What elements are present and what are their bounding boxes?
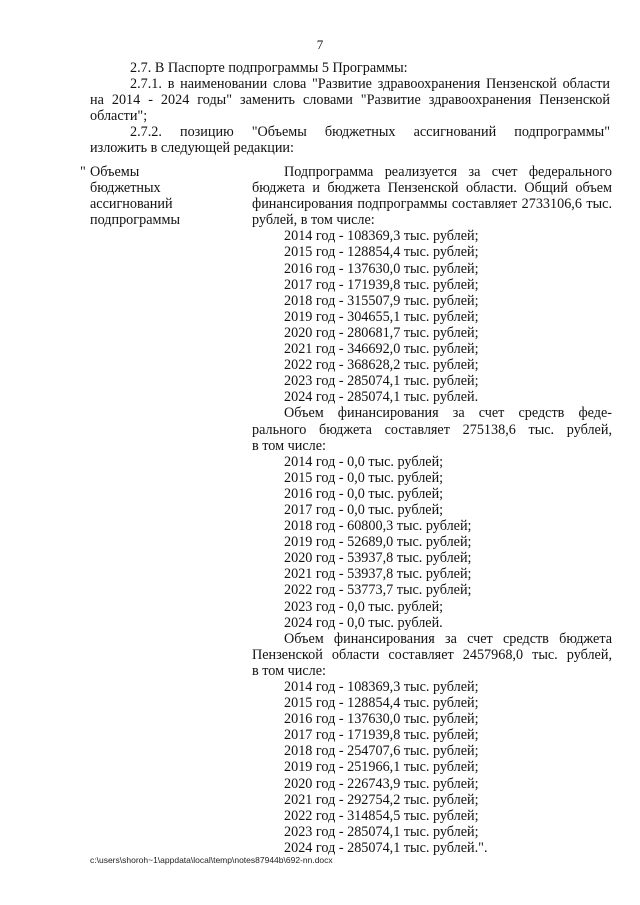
list-item: 2021 год - 292754,2 тыс. рублей;: [284, 791, 479, 808]
list-item: 2018 год - 315507,9 тыс. рублей;: [284, 292, 479, 309]
list-item: 2019 год - 304655,1 тыс. рублей;: [284, 308, 479, 325]
list-item: 2015 год - 128854,4 тыс. рублей;: [284, 244, 479, 261]
list-item: 2016 год - 0,0 тыс. рублей;: [284, 485, 444, 502]
list-item: 2024 год - 0,0 тыс. рублей.: [284, 614, 443, 631]
list-item: 2022 год - 368628,2 тыс. рублей;: [284, 357, 479, 374]
list-item: 2019 год - 52689,0 тыс. рублей;: [284, 534, 472, 551]
label-line: Объемы: [90, 164, 140, 180]
federal-financing-line: рального бюджета составляет 275138,6 тыс. рублей,: [252, 421, 612, 438]
regional-financing-line: Пензенской области составляет 2457968,0 тыс. рублей,: [252, 646, 612, 663]
total-financing-paragraph: Подпрограмма реализуется за счет федерального бюджета и бюджета Пензенской области. Общий объем финансирования подпрограммы составляет 2733106,6 тыс. рублей, в том числе:: [252, 164, 612, 229]
list-item: 2015 год - 0,0 тыс. рублей;: [284, 469, 444, 486]
list-item: 2021 год - 53937,8 тыс. рублей;: [284, 566, 472, 583]
label-line: бюджетных: [90, 180, 161, 197]
intro-paragraph-2-7-1: 2.7.1. в наименовании слова "Развитие здравоохранения Пензенской области на 2014 - 2024 годы" заменить словами "Развитие здравоохранения Пензенской области";: [90, 76, 610, 125]
position-value-cell: [252, 164, 612, 856]
list-item: 2023 год - 285074,1 тыс. рублей;: [284, 373, 479, 390]
list-item: 2022 год - 53773,7 тыс. рублей;: [284, 582, 472, 599]
intro-paragraph-2-7: 2.7. В Паспорте подпрограммы 5 Программы:: [130, 60, 408, 76]
list-item: 2014 год - 0,0 тыс. рублей;: [284, 453, 444, 470]
list-item: 2021 год - 346692,0 тыс. рублей;: [284, 341, 479, 358]
list-item: 2020 год - 53937,8 тыс. рублей;: [284, 550, 472, 567]
list-item: 2020 год - 280681,7 тыс. рублей;: [284, 324, 479, 341]
position-label-cell: [90, 164, 240, 228]
list-item: 2020 год - 226743,9 тыс. рублей;: [284, 775, 479, 792]
intro-paragraph-2-7-2-cont: изложить в следующей редакции:: [90, 140, 294, 157]
federal-years-list: [284, 454, 612, 631]
intro-section: [90, 60, 610, 157]
regional-financing-line: Объем финансирования за счет средств бюджета: [284, 630, 612, 647]
list-item: 2023 год - 285074,1 тыс. рублей;: [284, 823, 479, 840]
footer-file-path: c:\users\shoroh~1\appdata\local\temp\notes87944b\692-nn.docx: [90, 855, 333, 865]
list-item: 2019 год - 251966,1 тыс. рублей;: [284, 759, 479, 776]
total-years-list: [284, 228, 612, 405]
label-line: подпрограммы: [90, 212, 180, 229]
intro-paragraph-2-7-2: 2.7.2. позицию "Объемы бюджетных ассигнований подпрограммы": [130, 124, 610, 141]
list-item: 2016 год - 137630,0 тыс. рублей;: [284, 711, 479, 728]
open-quote-mark: ": [80, 164, 86, 180]
page-number: 7: [316, 37, 324, 52]
list-item: 2018 год - 60800,3 тыс. рублей;: [284, 518, 472, 535]
list-item: 2016 год - 137630,0 тыс. рублей;: [284, 260, 479, 277]
list-item: 2014 год - 108369,3 тыс. рублей;: [284, 228, 479, 245]
regional-years-list: [284, 679, 612, 856]
list-item: 2024 год - 285074,1 тыс. рублей.".: [284, 839, 488, 856]
label-line: ассигнований: [90, 196, 173, 213]
federal-financing-line: Объем финансирования за счет средств феде-: [284, 405, 612, 422]
list-item: 2024 год - 285074,1 тыс. рублей.: [284, 389, 479, 406]
list-item: 2023 год - 0,0 тыс. рублей;: [284, 598, 444, 615]
federal-financing-line: в том числе:: [252, 437, 326, 454]
list-item: 2015 год - 128854,4 тыс. рублей;: [284, 695, 479, 712]
list-item: 2017 год - 0,0 тыс. рублей;: [284, 501, 444, 518]
list-item: 2017 год - 171939,8 тыс. рублей;: [284, 727, 479, 744]
list-item: 2018 год - 254707,6 тыс. рублей;: [284, 743, 479, 760]
regional-financing-line: в том числе:: [252, 662, 326, 679]
list-item: 2017 год - 171939,8 тыс. рублей;: [284, 276, 479, 293]
list-item: 2014 год - 108369,3 тыс. рублей;: [284, 679, 479, 695]
list-item: 2022 год - 314854,5 тыс. рублей;: [284, 807, 479, 824]
